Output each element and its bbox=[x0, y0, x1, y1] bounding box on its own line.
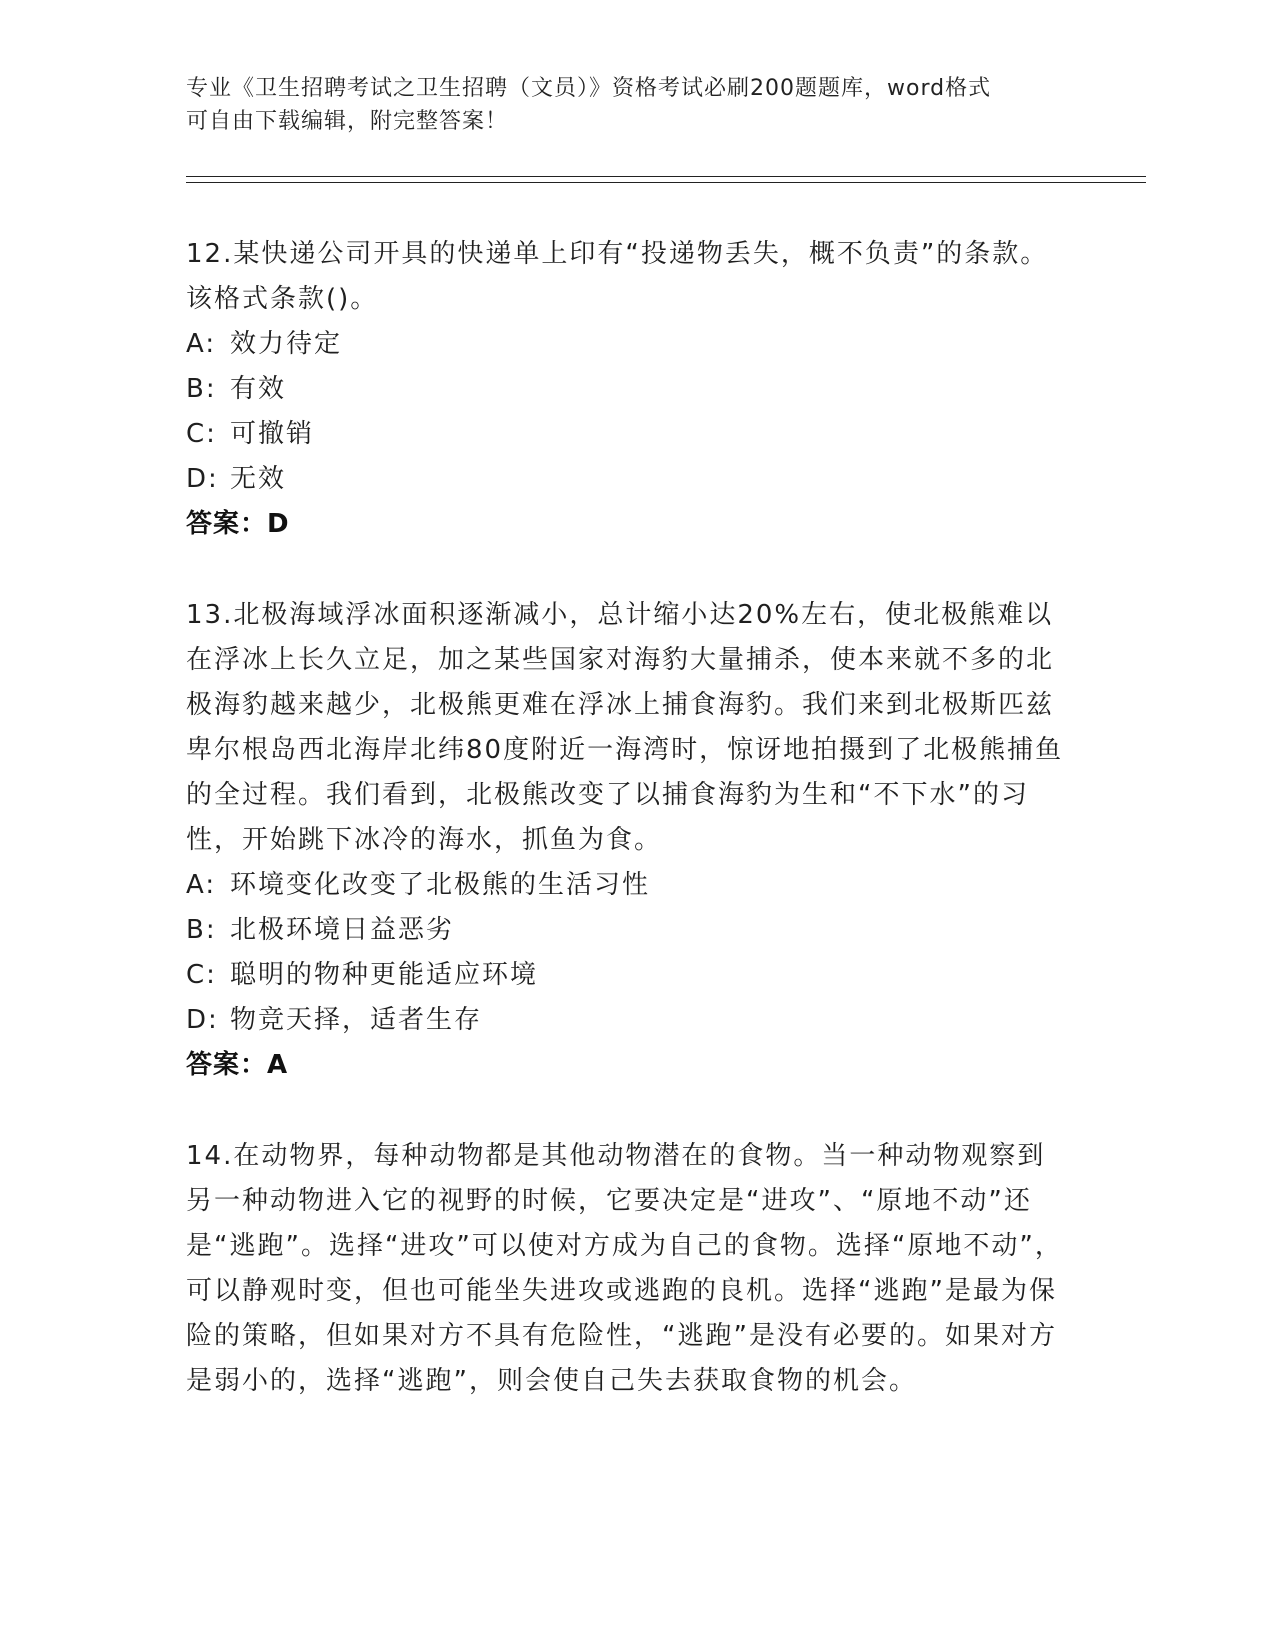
option-text: 聪明的物种更能适应环境 bbox=[230, 960, 539, 990]
question-stem: 12.某快递公司开具的快递单上印有“投递物丢失，概不负责”的条款。该格式条款()。 bbox=[186, 239, 1049, 314]
header-line-1: 专业《卫生招聘考试之卫生招聘（文员）》资格考试必刷200题题库，word格式 bbox=[186, 76, 992, 101]
option-key: C: bbox=[186, 960, 217, 990]
option-key: A: bbox=[186, 870, 217, 900]
option-a bbox=[186, 863, 1066, 908]
question-stem: 14.在动物界，每种动物都是其他动物潜在的食物。当一种动物观察到另一种动物进入它的视野的时候，它要决定是“进攻”、“原地不动”还是“逃跑”。选择“进攻”可以使对方成为自己的食物。选择“原地不动”，可以静观时变，但也可能坐失进攻或逃跑的良机。选择“逃跑”是最为保险的策略，但如果对方不具有危险性，“逃跑”是没有必要的。如果对方是弱小的，选择“逃跑”，则会使自己失去获取食物的机会。 bbox=[186, 1141, 1063, 1396]
option-key: D: bbox=[186, 464, 219, 494]
question-14 bbox=[186, 1134, 1066, 1404]
option-key: B: bbox=[186, 374, 217, 404]
option-text: 有效 bbox=[230, 374, 287, 404]
header-line-2: 可自由下载编辑，附完整答案！ bbox=[186, 109, 509, 134]
question-12 bbox=[186, 232, 1066, 547]
header-divider-top bbox=[186, 176, 1146, 177]
option-b bbox=[186, 908, 1066, 953]
header-divider-bottom bbox=[186, 182, 1146, 183]
option-d bbox=[186, 998, 1066, 1043]
option-text: 效力待定 bbox=[230, 329, 343, 359]
option-key: B: bbox=[186, 915, 217, 945]
option-a bbox=[186, 322, 1066, 367]
question-stem: 13.北极海域浮冰面积逐渐减小，总计缩小达20%左右，使北极熊难以在浮冰上长久立足，加之某些国家对海豹大量捕杀，使本来就不多的北极海豹越来越少，北极熊更难在浮冰上捕食海豹。我们来到北极斯匹兹卑尔根岛西北海岸北纬80度附近一海湾时，惊讶地拍摄到了北极熊捕鱼的全过程。我们看到，北极熊改变了以捕食海豹为生和“不下水”的习性，开始跳下冰冷的海水，抓鱼为食。 bbox=[186, 600, 1064, 855]
option-b bbox=[186, 367, 1066, 412]
option-text: 可撤销 bbox=[230, 419, 315, 449]
option-d bbox=[186, 457, 1066, 502]
option-c bbox=[186, 412, 1066, 457]
option-key: D: bbox=[186, 1005, 219, 1035]
option-text: 环境变化改变了北极熊的生活习性 bbox=[230, 870, 651, 900]
document-header bbox=[186, 72, 1066, 138]
answer-line: 答案：A bbox=[186, 1050, 289, 1080]
question-list bbox=[186, 232, 1066, 1450]
option-key: C: bbox=[186, 419, 217, 449]
option-text: 物竞天择，适者生存 bbox=[230, 1005, 483, 1035]
option-key: A: bbox=[186, 329, 217, 359]
answer-line: 答案：D bbox=[186, 509, 290, 539]
question-13 bbox=[186, 593, 1066, 1088]
option-text: 无效 bbox=[230, 464, 287, 494]
option-text: 北极环境日益恶劣 bbox=[230, 915, 455, 945]
option-c bbox=[186, 953, 1066, 998]
